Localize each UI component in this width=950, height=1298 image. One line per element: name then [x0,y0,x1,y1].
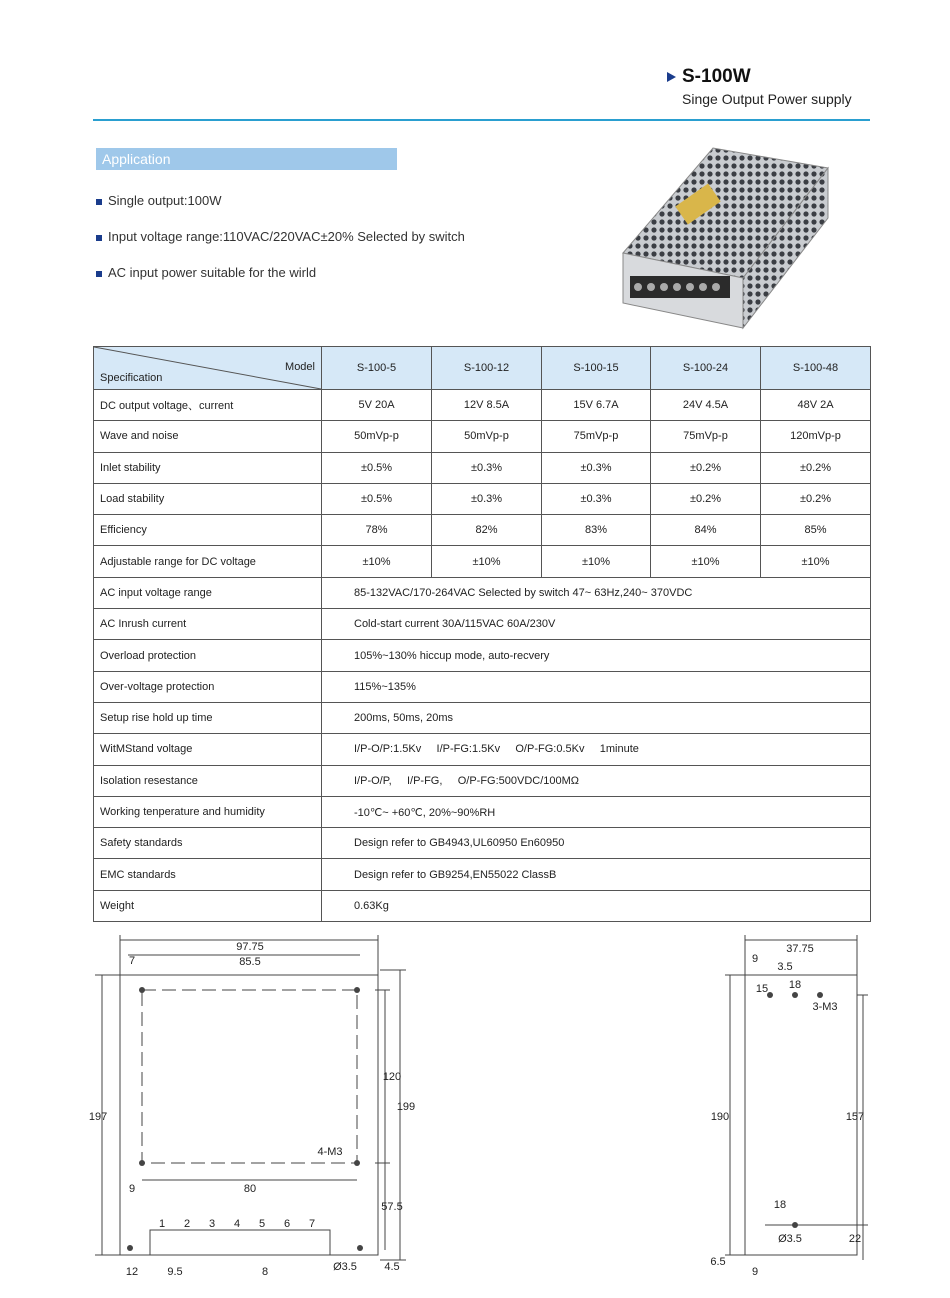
terminal-number: 6 [283,1218,291,1230]
table-row [94,859,871,890]
row-label: Adjustable range for DC voltage [94,546,322,577]
cell-value: 48V 2A [761,390,871,421]
corner-spec-label: Specification [100,372,163,384]
table-corner-cell [94,347,322,390]
table-row [94,640,871,671]
cell-value: 83% [542,515,651,546]
corner-model-label: Model [285,361,315,373]
cell-value: 85% [761,515,871,546]
cell-value: ±0.3% [432,452,542,483]
specification-table [93,346,871,922]
model-header: S-100-15 [542,347,651,390]
cell-value: 75mVp-p [651,421,761,452]
dim-label: 157 [845,1111,865,1123]
cell-value: 50mVp-p [322,421,432,452]
row-label: Overload protection [94,640,322,671]
table-row [94,421,871,452]
cell-value: 24V 4.5A [651,390,761,421]
dim-label: Ø3.5 [778,1233,802,1245]
bullet-square-icon [96,271,102,277]
row-label: Setup rise hold up time [94,702,322,733]
bullet-square-icon [96,235,102,241]
cell-value: ±0.2% [761,483,871,514]
dim-label: 197 [88,1111,108,1123]
table-row [94,546,871,577]
table-row [94,577,871,608]
cell-value: 84% [651,515,761,546]
table-row [94,515,871,546]
row-label: AC input voltage range [94,577,322,608]
cell-value: 0.63Kg [322,890,871,921]
cell-value: ±10% [761,546,871,577]
table-row [94,483,871,514]
terminal-number: 7 [308,1218,316,1230]
model-header: S-100-5 [322,347,432,390]
dim-label: 4.5 [384,1261,400,1273]
cell-value: ±10% [432,546,542,577]
row-label: WitMStand voltage [94,734,322,765]
cell-value: 12V 8.5A [432,390,542,421]
cell-value: ±0.2% [651,452,761,483]
table-row [94,890,871,921]
table-row [94,765,871,796]
cell-value: ±10% [542,546,651,577]
dim-label: 120 [382,1071,402,1083]
row-label: Efficiency [94,515,322,546]
row-label: DC output voltage、current [94,390,322,421]
dim-label: 8 [261,1266,269,1278]
table-row [94,828,871,859]
table-row [94,702,871,733]
dim-label: 3-M3 [812,1001,838,1013]
cell-value: 115%~135% [322,671,871,702]
title-arrow-icon [667,72,676,82]
cell-value: 105%~130% hiccup mode, auto-recvery [322,640,871,671]
row-label: AC Inrush current [94,609,322,640]
dim-label: 199 [396,1101,416,1113]
table-row [94,452,871,483]
table-row [94,671,871,702]
dim-label: Ø3.5 [333,1261,357,1273]
cell-value: I/P-O/P:1.5Kv I/P-FG:1.5Kv O/P-FG:0.5Kv 1minute [322,734,871,765]
bullet-item: Input voltage range:110VAC/220VAC±20% Selected by switch [96,229,465,244]
terminal-number: 5 [258,1218,266,1230]
cell-value: ±0.3% [432,483,542,514]
dim-label: 57.5 [381,1201,403,1213]
product-title: S-100W [682,66,751,87]
dim-label: 190 [710,1111,730,1123]
table-row [94,796,871,827]
table-row [94,390,871,421]
cell-value: 15V 6.7A [542,390,651,421]
cell-value: ±0.3% [542,452,651,483]
cell-value: 5V 20A [322,390,432,421]
dim-label: 7 [128,955,136,967]
cell-value: ±0.2% [761,452,871,483]
side-view-drawing [700,930,870,1280]
dim-label: 85.5 [239,956,261,968]
row-label: Load stability [94,483,322,514]
cell-value: ±10% [322,546,432,577]
dim-label: 37.75 [786,943,814,955]
cell-value: ±0.2% [651,483,761,514]
row-label: Wave and noise [94,421,322,452]
cell-value: 75mVp-p [542,421,651,452]
row-label: Safety standards [94,828,322,859]
row-label: Inlet stability [94,452,322,483]
header-divider [93,119,870,121]
model-header: S-100-24 [651,347,761,390]
power-supply-product-image [618,138,830,333]
dim-label: 9.5 [167,1266,183,1278]
cell-value: Cold-start current 30A/115VAC 60A/230V [322,609,871,640]
cell-value: Design refer to GB9254,EN55022 ClassB [322,859,871,890]
row-label: Working tenperature and humidity [94,796,322,827]
row-label: Isolation resestance [94,765,322,796]
dim-label: 18 [788,979,802,991]
product-subtitle: Singe Output Power supply [682,91,852,107]
application-heading: Application [96,148,397,170]
bullet-item: AC input power suitable for the wirld [96,265,316,280]
dim-label: 4-M3 [317,1146,343,1158]
dim-label: 97.75 [236,941,264,953]
bullet-square-icon [96,199,102,205]
model-header: S-100-12 [432,347,542,390]
dim-label: 3.5 [777,961,793,973]
dim-label: 9 [751,953,759,965]
cell-value: 82% [432,515,542,546]
row-label: Over-voltage protection [94,671,322,702]
cell-value: 120mVp-p [761,421,871,452]
cell-value: ±0.5% [322,483,432,514]
table-row [94,734,871,765]
terminal-number: 2 [183,1218,191,1230]
cell-value: Design refer to GB4943,UL60950 En60950 [322,828,871,859]
cell-value: I/P-O/P, I/P-FG, O/P-FG:500VDC/100MΩ [322,765,871,796]
table-header-row [94,347,871,390]
bullet-item: Single output:100W [96,193,221,208]
row-label: Weight [94,890,322,921]
cell-value: 85-132VAC/170-264VAC Selected by switch 47~ 63Hz,240~ 370VDC [322,577,871,608]
terminal-number: 4 [233,1218,241,1230]
dim-label: 12 [125,1266,139,1278]
cell-value: -10℃~ +60℃, 20%~90%RH [322,796,871,827]
cell-value: ±10% [651,546,761,577]
front-view-drawing [88,930,416,1280]
model-header: S-100-48 [761,347,871,390]
terminal-number: 3 [208,1218,216,1230]
dim-label: 9 [751,1266,759,1278]
dim-label: 18 [773,1199,787,1211]
table-row [94,609,871,640]
dim-label: 6.5 [710,1256,726,1268]
terminal-number: 1 [158,1218,166,1230]
cell-value: ±0.5% [322,452,432,483]
dim-label: 22 [848,1233,862,1245]
dim-label: 80 [243,1183,257,1195]
dim-label: 15 [755,983,769,995]
row-label: EMC standards [94,859,322,890]
cell-value: 78% [322,515,432,546]
cell-value: 50mVp-p [432,421,542,452]
dim-label: 9 [128,1183,136,1195]
cell-value: 200ms, 50ms, 20ms [322,702,871,733]
cell-value: ±0.3% [542,483,651,514]
